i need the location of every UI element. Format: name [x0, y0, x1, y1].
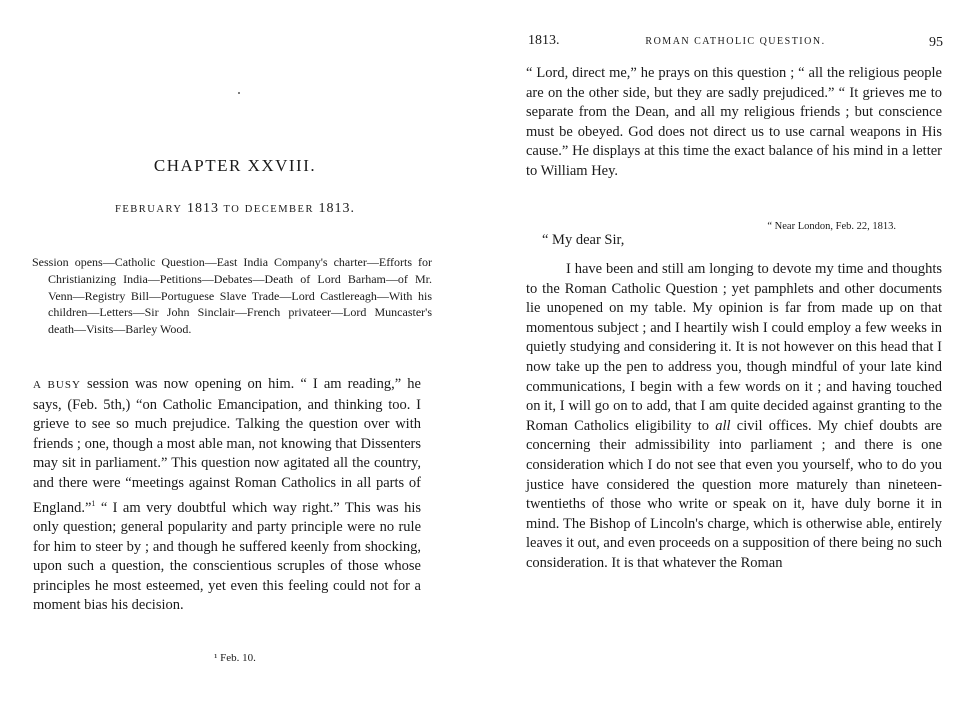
- letter-italic-word: all: [715, 417, 731, 434]
- chapter-synopsis: [32, 254, 432, 338]
- page-number: 95: [929, 35, 943, 50]
- footnote-marker: 1: [91, 498, 96, 508]
- chapter-synopsis-text: Session opens—Catholic Question—East India Company's charter—Efforts for Christianizing India—Petitions—Debates—Death of Lord Barham—of Mr. Venn—Registry Bill—Portuguese Slave Trade—Lord Castlereagh—With his children—Letters—Sir John Sinclair—French privateer—Lord Muncaster's death—Visits—Barley Wood.: [32, 255, 432, 337]
- date-to-word: TO: [223, 204, 241, 215]
- date-from-month: FEBRUARY: [115, 204, 183, 215]
- body-text-part-2: “ I am very doubtful which way right.” This was his only question; general popularity and party principle were no rule for him to steer by ; and though he suffered keenly from shocking, upon such a question, the conscientious scruples of those whose principles he most esteemed, yet even this feeling could not for a moment bias his decision.: [33, 499, 421, 614]
- date-to-year: 1813.: [318, 201, 355, 216]
- date-from-year: 1813: [186, 201, 219, 216]
- printing-speck: [238, 92, 240, 94]
- letter-salutation: “ My dear Sir,: [542, 232, 625, 248]
- right-page: [490, 0, 980, 705]
- letter-dateline: “ Near London, Feb. 22, 1813.: [767, 221, 896, 232]
- running-head: [528, 33, 943, 53]
- date-to-month: DECEMBER: [244, 204, 314, 215]
- chapter-title: CHAPTER XXVIII.: [153, 156, 317, 175]
- chapter-date-range: [0, 201, 470, 217]
- body-text-part-1: session was now opening on him. “ I am reading,” he says, (Feb. 5th,) “on Catholic Emancipation, and thinking too. I grieve to see so much prejudice. Talking the question over with friends ; one, though a most able man, not knowing that Dissenters may sit in parliament.” This question now agitated all the country, and there were “meetings against Roman Catholics in all parts of England.”: [33, 376, 421, 516]
- body-lead-words: A BUSY: [33, 379, 81, 391]
- running-head-title: ROMAN CATHOLIC QUESTION.: [645, 36, 826, 47]
- running-head-year: 1813.: [528, 33, 560, 48]
- letter-text-part-2: civil offices. My chief doubts are concerning their admissibility into parliament ; and there is one consideration which I do not see that even you yourself, who to do you justice have considered the question more maturely than nineteen-twentieths of those who write or speak on it, have duly borne it in mind. The Bishop of Lincoln's charge, which is otherwise able, entirely leaves it out, and even proceeds on a supposition of there being no such consideration. It is that whatever the Roman: [526, 417, 942, 571]
- letter-body-text: [526, 260, 942, 574]
- footnote: ¹ Feb. 10.: [214, 652, 256, 664]
- left-body-text: [33, 375, 421, 616]
- letter-text-part-1: I have been and still am longing to devote my time and thoughts to the Roman Catholic Question ; yet pamphlets and other documents lie unopened on my table. My opinion is far from made up on that momentous subject ; and I heartily wish I could employ a few weeks in quietly studying and considering it. It is not however on this head that I now take up the pen to address you, though mindful of your late kind communications, I begin with a few words on it ; and having touched on it, I will go on to add, that I am quite decided against granting to the Roman Catholics eligibility to: [526, 261, 942, 434]
- right-body-text: “ Lord, direct me,” he prays on this question ; “ all the religious people are on the other side, but they are sadly prejudiced.” “ It grieves me to separate from the Dean, and all my religious friends ; but conscience must be obeyed. God does not direct us to use carnal weapons in His cause.” He displays at this time the exact balance of his mind in a letter to William Hey.: [526, 65, 942, 179]
